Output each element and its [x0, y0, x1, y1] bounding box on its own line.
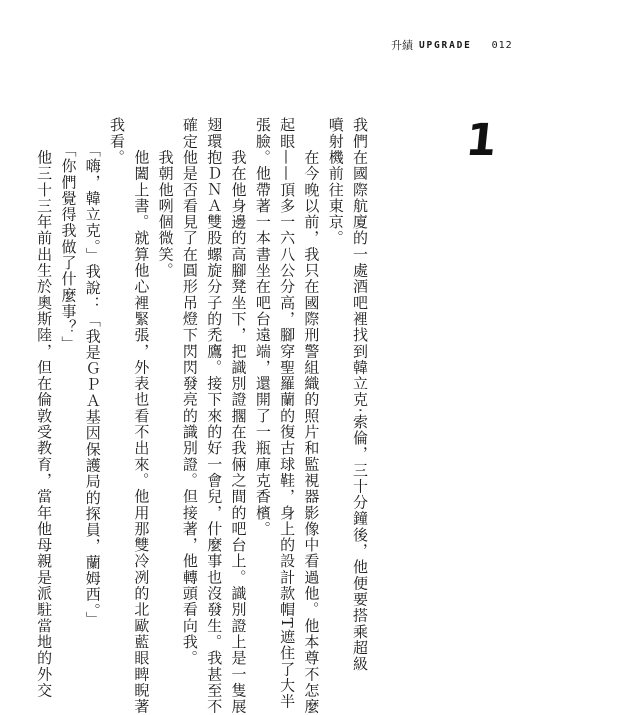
book-title-chinese: 升績 — [391, 39, 413, 52]
text-column: 張臉。他帶著一本書坐在吧台遠端，還開了一瓶庫克香檳。 — [253, 117, 272, 537]
text-column: 在今晚以前，我只在國際刑警組織的照片和監視器影像中看過他。他本尊不怎麼 — [302, 117, 321, 715]
book-title-english: UPGRADE — [419, 39, 472, 51]
text-column: 我朝他咧個微笑。 — [156, 117, 175, 279]
text-column: 我在他身邊的高腳凳坐下，把識別證擱在我倆之間的吧台上。識別證上是一隻展 — [229, 117, 248, 715]
text-column: 翅環抱ＤＮＡ雙股螺旋分子的禿鷹。接下來的好一會兒，什麼事也沒發生。我甚至不 — [205, 117, 224, 715]
text-column: 噴射機前往東京。 — [326, 117, 345, 247]
text-column: 確定他是否看見了在圓形吊燈下閃閃發亮的識別證。但接著，他轉頭看向我。 — [180, 117, 199, 667]
text-column: 「嗨，韓立克。」我說：「我是ＧＰＡ基因保護局的探員，蘭姆西。」 — [83, 117, 102, 628]
chapter-body-text — [32, 117, 372, 715]
chapter-number: 1 — [463, 115, 500, 166]
text-column: 我看。 — [108, 117, 127, 166]
text-column: 「你們覺得我做了什麼事？」 — [59, 117, 78, 352]
text-column: 他三十三年前出生於奧斯陸，但在倫敦受教育，當年他母親是派駐當地的外交 — [35, 117, 54, 699]
text-column: 起眼——頂多一六八公分高，腳穿聖羅蘭的復古球鞋，身上的設計款帽T遮住了大半 — [278, 117, 297, 710]
page-number: 012 — [491, 39, 513, 51]
text-column: 他闔上書。就算他心裡緊張，外表也看不出來。他用那雙冷冽的北歐藍眼睥睨著 — [132, 117, 151, 715]
running-header — [391, 36, 531, 54]
text-column: 我們在國際航廈的一處酒吧裡找到韓立克‧索倫，三十分鐘後，他便要搭乘超級 — [351, 117, 369, 673]
